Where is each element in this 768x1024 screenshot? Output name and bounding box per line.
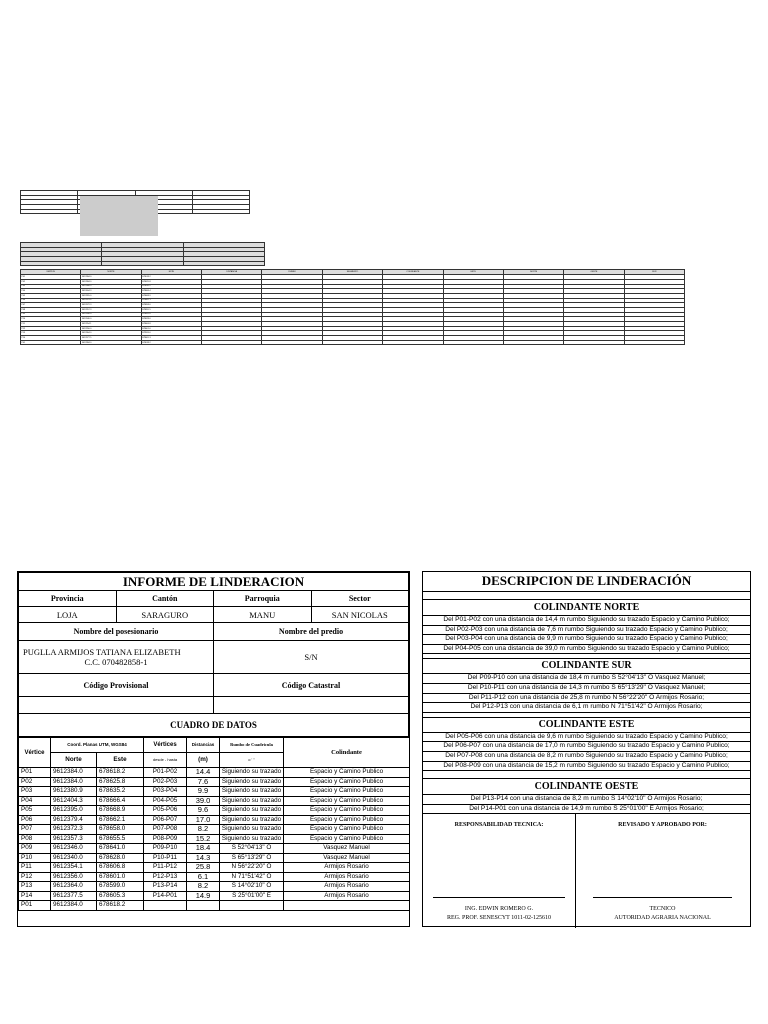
colindante-este-line: Del P07-P08 con una distancia de 8,2 m rumbo Siguiendo su trazado Espacio y Camino Publico; <box>423 752 750 762</box>
sheet-cell: 9612377.5 <box>81 336 141 341</box>
cell-distancia: 6.1 <box>187 872 220 882</box>
sheet-cell: 9612379.4 <box>81 298 141 303</box>
sheet-cell: 678625.8 <box>141 279 201 284</box>
rev-label: REVISADO Y APROBADO POR: <box>618 822 707 828</box>
m-header: (m) <box>187 753 220 768</box>
provincia-value: LOJA <box>19 607 117 623</box>
cell-rumbo: Siguiendo su trazado <box>220 834 284 844</box>
sheet-cell: P14 <box>21 336 81 341</box>
cod-cat-value <box>214 697 409 714</box>
cuadro-row <box>19 834 410 844</box>
colindante-este-line: Del P08-P09 con una distancia de 15,2 m rumbo Siguiendo su trazado Espacio y Camino Publico; <box>423 762 750 772</box>
sheet-cell: 678618.2 <box>141 275 201 280</box>
cod-prov-value <box>19 697 214 714</box>
sheet-cell: 678618.2 <box>141 340 201 345</box>
desde-hasta-header: desde - hasta <box>144 753 187 768</box>
cell-vertice: P10 <box>19 853 51 863</box>
cell-vertice: P01 <box>19 768 51 778</box>
vertices-header: Vértices <box>144 738 187 753</box>
cell-distancia: 9.6 <box>187 806 220 816</box>
cell-este: 678641.0 <box>97 844 144 854</box>
canton-label: Cantón <box>116 591 214 607</box>
cell-este: 678599.0 <box>97 882 144 892</box>
cell-rumbo: S 25°01'00" E <box>220 891 284 901</box>
cell-distancia: 8.2 <box>187 825 220 835</box>
sheet-cell: P09 <box>21 312 81 317</box>
cell-norte: 9612377.5 <box>51 891 97 901</box>
sheet-cell: 9612354.1 <box>81 322 141 327</box>
vertice-header: Vértice <box>19 738 51 768</box>
sheet-col-header: SUR <box>624 270 684 275</box>
cell-segmento: P02-P03 <box>144 777 187 787</box>
cell-rumbo: S 52°04'13" O <box>220 844 284 854</box>
cell-rumbo: N 56°22'20" O <box>220 863 284 873</box>
sheet-cell: 678655.5 <box>141 307 201 312</box>
cell-rumbo: N 71°51'42" O <box>220 872 284 882</box>
cuadro-row <box>19 844 410 854</box>
cell-segmento: P05-P06 <box>144 806 187 816</box>
cell-vertice: P04 <box>19 796 51 806</box>
sheet-col-header: VERTICE <box>21 270 81 275</box>
sheet-col-header: ESTE <box>141 270 201 275</box>
sheet-cell: 9612384.0 <box>81 275 141 280</box>
sheet-cell: 9612346.0 <box>81 312 141 317</box>
norte-list <box>423 616 750 654</box>
cell-rumbo <box>220 901 284 911</box>
sheet-cell: 9612384.0 <box>81 340 141 345</box>
cell-este: 678625.8 <box>97 777 144 787</box>
cell-distancia: 18.4 <box>187 844 220 854</box>
sheet-header-block <box>20 190 685 240</box>
cod-cat-label: Código Catastral <box>214 674 409 697</box>
cell-vertice: P06 <box>19 815 51 825</box>
colindante-sur-line: Del P12-P13 con una distancia de 6,1 m rumbo N 71°51'42" O Armijos Rosario; <box>423 703 750 713</box>
cell-colindante: Armijos Rosario <box>284 872 410 882</box>
colindante-sur-line: Del P11-P12 con una distancia de 25,8 m rumbo N 56°22'20" O Armijos Rosario; <box>423 694 750 704</box>
sheet-cell: P12 <box>21 326 81 331</box>
cell-colindante: Espacio y Camino Publico <box>284 806 410 816</box>
cell-segmento: P04-P05 <box>144 796 187 806</box>
cell-rumbo: Siguiendo su trazado <box>220 825 284 835</box>
poseedor-label: Nombre del posesionario <box>19 623 214 641</box>
parroquia-value: MANU <box>214 607 312 623</box>
informe-title: INFORME DE LINDERACION <box>19 573 409 591</box>
sur-title: COLINDANTE SUR <box>423 659 750 674</box>
cell-segmento: P06-P07 <box>144 815 187 825</box>
cuadro-row <box>19 768 410 778</box>
cell-este: 678606.8 <box>97 863 144 873</box>
provincia-label: Provincia <box>19 591 117 607</box>
colindante-sur-line: Del P09-P10 con una distancia de 18,4 m rumbo S 52°04'13" O Vasquez Manuel; <box>423 674 750 684</box>
cell-norte: 9612384.0 <box>51 768 97 778</box>
cell-segmento: P07-P08 <box>144 825 187 835</box>
cell-vertice: P02 <box>19 777 51 787</box>
cell-norte: 9612404.3 <box>51 796 97 806</box>
cuadro-row <box>19 853 410 863</box>
cuadro-row <box>19 891 410 901</box>
sheet-cell: P08 <box>21 307 81 312</box>
cell-distancia: 14.9 <box>187 891 220 901</box>
cell-norte: 9612346.0 <box>51 844 97 854</box>
sheet-cell <box>443 340 503 345</box>
descripcion-panel <box>422 571 751 927</box>
sheet-cell <box>202 340 262 345</box>
distancia-header: Distancias <box>187 738 220 753</box>
sheet-cell: 9612395.0 <box>81 293 141 298</box>
cell-norte: 9612340.0 <box>51 853 97 863</box>
signature-area <box>423 813 750 928</box>
cell-colindante: Espacio y Camino Publico <box>284 815 410 825</box>
cell-segmento: P13-P14 <box>144 882 187 892</box>
cuadro-row <box>19 787 410 797</box>
este-list <box>423 733 750 771</box>
cuadro-row <box>19 825 410 835</box>
colindante-norte-line: Del P02-P03 con una distancia de 7,6 m rumbo Siguiendo su trazado Espacio y Camino Publico; <box>423 626 750 636</box>
rev-signature-line <box>593 897 732 898</box>
sheet-cell: P10 <box>21 317 81 322</box>
cell-colindante <box>284 901 410 911</box>
cell-este: 678655.5 <box>97 834 144 844</box>
cell-rumbo: Siguiendo su trazado <box>220 806 284 816</box>
cell-norte: 9612357.3 <box>51 834 97 844</box>
colindante-norte-line: Del P01-P02 con una distancia de 14,4 m rumbo Siguiendo su trazado Espacio y Camino Publico; <box>423 616 750 626</box>
poseedor-name: PUGLLA ARMIJOS TATIANA ELIZABETH <box>23 647 181 657</box>
oeste-title: COLINDANTE OESTE <box>423 779 750 795</box>
cell-este: 678666.4 <box>97 796 144 806</box>
cell-norte: 9612395.0 <box>51 806 97 816</box>
cuadro-table <box>18 737 410 911</box>
cell-vertice: P14 <box>19 891 51 901</box>
cell-distancia: 39.0 <box>187 796 220 806</box>
revisado-aprobado <box>575 814 750 928</box>
informe-header-table <box>18 572 409 737</box>
poseedor-cc: C.C. 070482858-1 <box>84 657 148 667</box>
sheet-info-grid <box>20 242 265 266</box>
cell-norte: 9612384.0 <box>51 901 97 911</box>
sheet-cell: 9612356.0 <box>81 326 141 331</box>
cell-colindante: Armijos Rosario <box>284 891 410 901</box>
este-title: COLINDANTE ESTE <box>423 718 750 733</box>
cell-segmento: P03-P04 <box>144 787 187 797</box>
sector-value: SAN NICOLAS <box>311 607 409 623</box>
resp-label: RESPONSABILIDAD TECNICA: <box>454 822 544 828</box>
cell-vertice: P11 <box>19 863 51 873</box>
colindante-este-line: Del P05-P06 con una distancia de 9,6 m rumbo Siguiendo su trazado Espacio y Camino Publico; <box>423 733 750 743</box>
sheet-cell: 9612357.3 <box>81 307 141 312</box>
cuadro-row <box>19 815 410 825</box>
cell-rumbo: Siguiendo su trazado <box>220 796 284 806</box>
spreadsheet-preview <box>20 190 685 345</box>
cuadro-row <box>19 901 410 911</box>
cuadro-row <box>19 872 410 882</box>
sheet-cell: 678666.4 <box>141 289 201 294</box>
sheet-col-header: ESTE <box>443 270 503 275</box>
colindante-norte-line: Del P04-P05 con una distancia de 39,0 m rumbo Siguiendo su trazado Espacio y Camino Publico; <box>423 645 750 655</box>
sheet-cell: 9612384.0 <box>81 279 141 284</box>
autoridad-label: AUTORIDAD AGRARIA NACIONAL <box>614 915 711 921</box>
sheet-cell: P07 <box>21 303 81 308</box>
sheet-cell: P03 <box>21 284 81 289</box>
informe-panel <box>17 571 410 927</box>
cuadro-row <box>19 882 410 892</box>
sheet-cell <box>322 340 382 345</box>
colindante-header: Colindante <box>284 738 410 768</box>
cell-rumbo: S 65°13'29" O <box>220 853 284 863</box>
cell-distancia: 7.6 <box>187 777 220 787</box>
sheet-col-header: DISTANCIA <box>202 270 262 275</box>
cell-norte: 9612356.0 <box>51 872 97 882</box>
ing-name: ING. EDWIN ROMERO G. <box>464 906 534 912</box>
sheet-col-header: NORTE <box>503 270 563 275</box>
cell-colindante: Armijos Rosario <box>284 882 410 892</box>
cell-distancia <box>187 901 220 911</box>
cell-este: 678618.2 <box>97 901 144 911</box>
cuadro-row <box>19 796 410 806</box>
resp-tecnica <box>423 814 576 928</box>
cell-vertice: P05 <box>19 806 51 816</box>
cell-rumbo: Siguiendo su trazado <box>220 787 284 797</box>
cell-este: 678662.1 <box>97 815 144 825</box>
descripcion-title: DESCRIPCION DE LINDERACIÓN <box>423 572 750 592</box>
cell-colindante: Vasquez Manuel <box>284 844 410 854</box>
cell-norte: 9612379.4 <box>51 815 97 825</box>
sheet-cell: 678641.0 <box>141 312 201 317</box>
tecnico-label: TECNICO <box>649 906 676 912</box>
rumbo-units: o ' " <box>220 753 284 768</box>
sheet-cell: 678605.3 <box>141 336 201 341</box>
sheet-cell: 678668.9 <box>141 293 201 298</box>
cell-distancia: 17.0 <box>187 815 220 825</box>
sheet-cell: 678635.2 <box>141 284 201 289</box>
sheet-col-header: SEGMENTO <box>322 270 382 275</box>
cuadro-row <box>19 863 410 873</box>
sheet-cell: P04 <box>21 289 81 294</box>
sheet-col-header: RUMBO <box>262 270 322 275</box>
oeste-list <box>423 795 750 814</box>
cell-norte: 9612384.0 <box>51 777 97 787</box>
cell-rumbo: Siguiendo su trazado <box>220 777 284 787</box>
sheet-cell: 678601.0 <box>141 326 201 331</box>
cuadro-row <box>19 806 410 816</box>
sheet-cell: P01 <box>21 340 81 345</box>
sector-label: Sector <box>311 591 409 607</box>
cell-vertice: P07 <box>19 825 51 835</box>
sheet-col-header: NORTE <box>81 270 141 275</box>
este-header: Este <box>97 753 144 768</box>
cell-norte: 9612354.1 <box>51 863 97 873</box>
coord-header: Coord. Planas UTM, WGS84 <box>51 738 144 753</box>
resp-signature-line <box>433 897 565 898</box>
cell-este: 678601.0 <box>97 872 144 882</box>
sheet-cell <box>262 340 322 345</box>
sheet-cell: 678606.8 <box>141 322 201 327</box>
cell-norte: 9612380.9 <box>51 787 97 797</box>
sheet-cell <box>383 340 443 345</box>
cell-rumbo: Siguiendo su trazado <box>220 815 284 825</box>
sheet-cell <box>624 340 684 345</box>
norte-title: COLINDANTE NORTE <box>423 600 750 616</box>
sheet-cell: P13 <box>21 331 81 336</box>
sheet-cell: P11 <box>21 322 81 327</box>
colindante-este-line: Del P06-P07 con una distancia de 17,0 m rumbo Siguiendo su trazado Espacio y Camino Publico; <box>423 742 750 752</box>
cell-norte: 9612372.3 <box>51 825 97 835</box>
cell-colindante: Espacio y Camino Publico <box>284 825 410 835</box>
colindante-norte-line: Del P03-P04 con una distancia de 9,9 m rumbo Siguiendo su trazado Espacio y Camino Publico; <box>423 635 750 645</box>
cell-vertice: P13 <box>19 882 51 892</box>
colindante-oeste-line: Del P13-P14 con una distancia de 8,2 m rumbo S 14°02'10" O Armijos Rosario; <box>423 795 750 805</box>
cell-distancia: 15.2 <box>187 834 220 844</box>
colindante-oeste-line: Del P14-P01 con una distancia de 14,9 m rumbo S 25°01'00" E Armijos Rosario; <box>423 805 750 815</box>
sur-list <box>423 674 750 712</box>
cell-distancia: 14.4 <box>187 768 220 778</box>
cell-segmento <box>144 901 187 911</box>
sheet-cell: 9612340.0 <box>81 317 141 322</box>
sheet-cell: P01 <box>21 275 81 280</box>
cell-vertice: P09 <box>19 844 51 854</box>
cell-segmento: P10-P11 <box>144 853 187 863</box>
sheet-cell: 678628.0 <box>141 317 201 322</box>
sheet-cell: 9612380.9 <box>81 284 141 289</box>
cell-colindante: Armijos Rosario <box>284 863 410 873</box>
cell-este: 678628.0 <box>97 853 144 863</box>
cuadro-title: CUADRO DE DATOS <box>19 714 409 737</box>
cell-este: 678605.3 <box>97 891 144 901</box>
sheet-gray-block <box>80 196 158 236</box>
cell-vertice: P01 <box>19 901 51 911</box>
norte-header: Norte <box>51 753 97 768</box>
cell-vertice: P03 <box>19 787 51 797</box>
cell-este: 678618.2 <box>97 768 144 778</box>
cuadro-row <box>19 777 410 787</box>
sheet-row <box>21 340 685 345</box>
cell-colindante: Espacio y Camino Publico <box>284 768 410 778</box>
canton-value: SARAGURO <box>116 607 214 623</box>
sheet-cell: P05 <box>21 293 81 298</box>
sheet-col-header: COLINDANTE <box>383 270 443 275</box>
colindante-sur-line: Del P10-P11 con una distancia de 14,3 m rumbo S 65°13'29" O Vasquez Manuel; <box>423 684 750 694</box>
parroquia-label: Parroquia <box>214 591 312 607</box>
rumbo-header: Rumbo de Cuadrícula <box>220 738 284 753</box>
cell-este: 678668.9 <box>97 806 144 816</box>
cell-distancia: 14.3 <box>187 853 220 863</box>
sheet-cell: P06 <box>21 298 81 303</box>
cell-segmento: P01-P02 <box>144 768 187 778</box>
sheet-cell: 9612364.0 <box>81 331 141 336</box>
cell-colindante: Espacio y Camino Publico <box>284 777 410 787</box>
sheet-cell: 9612372.3 <box>81 303 141 308</box>
cell-segmento: P11-P12 <box>144 863 187 873</box>
poseedor-value <box>19 641 214 674</box>
cell-colindante: Espacio y Camino Publico <box>284 787 410 797</box>
cell-segmento: P14-P01 <box>144 891 187 901</box>
cell-rumbo: Siguiendo su trazado <box>220 768 284 778</box>
cell-distancia: 25.8 <box>187 863 220 873</box>
cell-segmento: P09-P10 <box>144 844 187 854</box>
cell-vertice: P12 <box>19 872 51 882</box>
sheet-cell <box>503 340 563 345</box>
sheet-cell: 678599.0 <box>141 331 201 336</box>
cell-distancia: 8.2 <box>187 882 220 892</box>
sheet-cell: P02 <box>21 279 81 284</box>
sheet-cell: 678658.0 <box>141 303 201 308</box>
cell-segmento: P12-P13 <box>144 872 187 882</box>
cell-vertice: P08 <box>19 834 51 844</box>
sheet-cell: 678662.1 <box>141 298 201 303</box>
cod-prov-label: Código Provisional <box>19 674 214 697</box>
cell-distancia: 9.9 <box>187 787 220 797</box>
cell-colindante: Espacio y Camino Publico <box>284 834 410 844</box>
ing-reg: REG. PROF. SENESCYT 1011-02-125610 <box>446 915 552 921</box>
cell-rumbo: S 14°02'10" O <box>220 882 284 892</box>
predio-label: Nombre del predio <box>214 623 409 641</box>
cell-segmento: P08-P09 <box>144 834 187 844</box>
cell-colindante: Vasquez Manuel <box>284 853 410 863</box>
cell-este: 678635.2 <box>97 787 144 797</box>
sheet-cell: 9612404.3 <box>81 289 141 294</box>
predio-value: S/N <box>214 641 409 674</box>
sheet-col-header: OESTE <box>564 270 624 275</box>
sheet-data-table <box>20 269 685 345</box>
sheet-cell <box>564 340 624 345</box>
cell-norte: 9612364.0 <box>51 882 97 892</box>
cell-colindante: Espacio y Camino Publico <box>284 796 410 806</box>
cell-este: 678658.0 <box>97 825 144 835</box>
